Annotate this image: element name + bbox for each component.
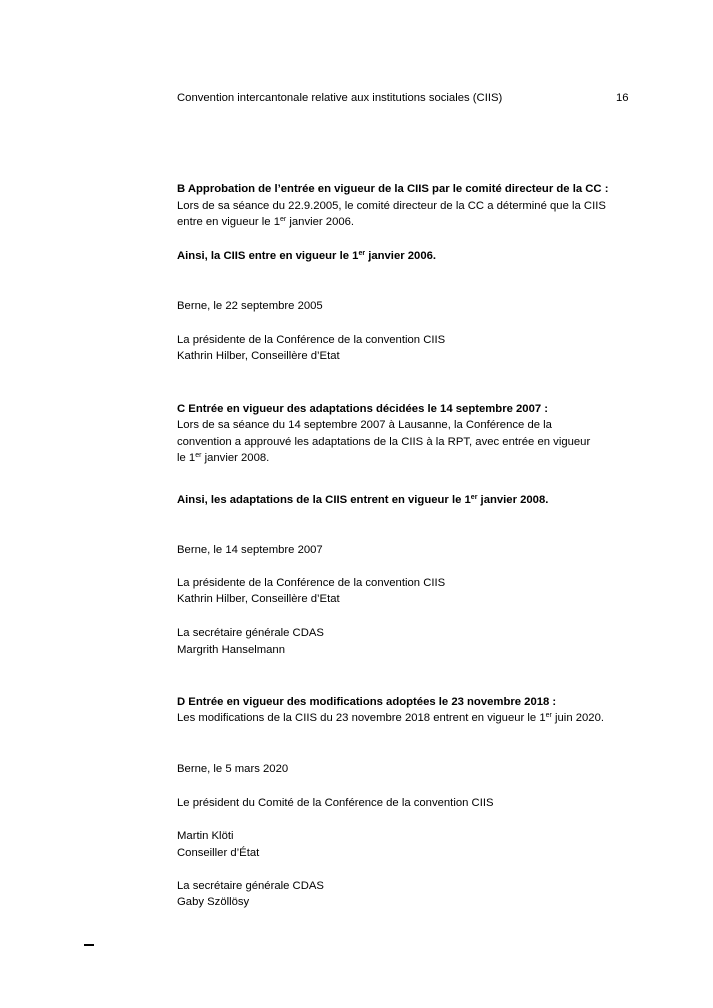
- section-b-place-date: Berne, le 22 septembre 2005: [177, 300, 323, 312]
- section-d-secretary-name: Gaby Szöllösy: [177, 896, 250, 908]
- section-c-secretary-role: La secrétaire générale CDAS: [177, 627, 324, 639]
- page-number: 16: [616, 92, 629, 104]
- margin-dash-mark: [84, 944, 94, 946]
- section-c-body-line-2: convention a approuvé les adaptations de la CIIS à la RPT, avec entrée en vigueur: [177, 436, 591, 448]
- running-header: Convention intercantonale relative aux institutions sociales (CIIS): [177, 92, 503, 104]
- section-d-signatory-name: Martin Klöti: [177, 830, 234, 842]
- section-d-signatory-title: Conseiller d’État: [177, 847, 260, 859]
- section-d-body-line-1: Les modifications de la CIIS du 23 novembre 2018 entrent en vigueur le 1er juin 2020.: [177, 712, 605, 724]
- section-c-summary: Ainsi, les adaptations de la CIIS entrent en vigueur le 1er janvier 2008.: [177, 494, 549, 506]
- section-c-place-date: Berne, le 14 septembre 2007: [177, 544, 323, 556]
- section-b-body-line-2: entre en vigueur le 1er janvier 2006.: [177, 216, 355, 228]
- section-b-summary: Ainsi, la CIIS entre en vigueur le 1er janvier 2006.: [177, 250, 437, 262]
- section-c-body-line-1: Lors de sa séance du 14 septembre 2007 à Lausanne, la Conférence de la: [177, 419, 552, 431]
- section-c-signatory-role: La présidente de la Conférence de la convention CIIS: [177, 577, 446, 589]
- section-d-heading: D Entrée en vigueur des modifications adoptées le 23 novembre 2018 :: [177, 696, 557, 708]
- section-d-signatory-role: Le président du Comité de la Conférence de la convention CIIS: [177, 797, 494, 809]
- section-b-heading: B Approbation de l’entrée en vigueur de la CIIS par le comité directeur de la CC :: [177, 183, 609, 195]
- section-b-body-line-1: Lors de sa séance du 22.9.2005, le comité directeur de la CC a déterminé que la CIIS: [177, 200, 606, 212]
- section-c-secretary-name: Margrith Hanselmann: [177, 644, 285, 656]
- section-d-secretary-role: La secrétaire générale CDAS: [177, 880, 324, 892]
- section-b-signatory-role: La présidente de la Conférence de la convention CIIS: [177, 334, 446, 346]
- section-b-signatory-name: Kathrin Hilber, Conseillère d’Etat: [177, 350, 340, 362]
- section-d-place-date: Berne, le 5 mars 2020: [177, 763, 289, 775]
- section-c-body-line-3: le 1er janvier 2008.: [177, 452, 270, 464]
- section-c-heading: C Entrée en vigueur des adaptations décidées le 14 septembre 2007 :: [177, 403, 549, 415]
- section-c-signatory-name: Kathrin Hilber, Conseillère d’Etat: [177, 593, 340, 605]
